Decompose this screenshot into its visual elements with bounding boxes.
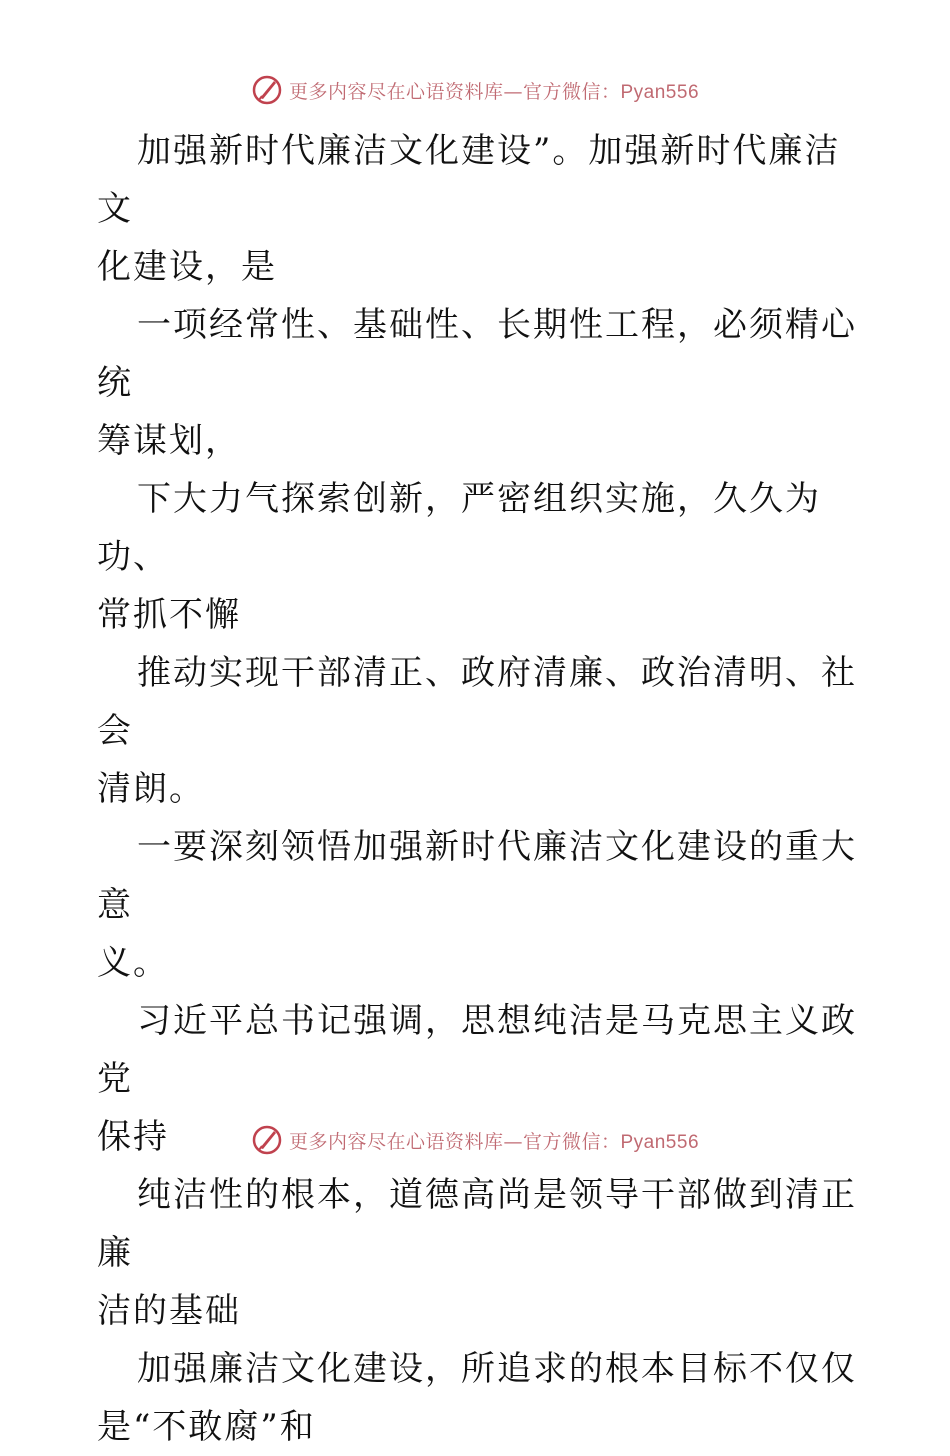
paragraph: 一项经常性、基础性、长期性工程，必须精心统 筹谋划， <box>97 305 857 461</box>
paragraph: 一要深刻领悟加强新时代廉洁文化建设的重大意 义。 <box>97 827 857 983</box>
paragraph: 纯洁性的根本，道德高尚是领导干部做到清正廉 洁的基础 <box>97 1175 857 1331</box>
paragraph: 推动实现干部清正、政府清廉、政治清明、社会 清朗。 <box>97 653 857 809</box>
watermark-text: 更多内容尽在心语资料库—官方微信：Pyan556 <box>288 1130 700 1153</box>
watermark-text: 更多内容尽在心语资料库—官方微信：Pyan556 <box>288 80 700 103</box>
document-body <box>97 122 857 1456</box>
paragraph: 习近平总书记强调，思想纯洁是马克思主义政党 保持 <box>97 1001 857 1157</box>
paragraph: 加强廉洁文化建设，所追求的根本目标不仅仅 是“不敢腐”和 <box>97 1349 857 1447</box>
paragraph: 下大力气探索创新，严密组织实施，久久为功、 常抓不懈 <box>97 479 821 635</box>
footer-watermark <box>0 1120 950 1160</box>
paragraph: 加强新时代廉洁文化建设”。加强新时代廉洁文 化建设，是 <box>97 131 841 287</box>
header-watermark <box>0 70 950 110</box>
quill-pen-circle-icon <box>251 74 283 106</box>
watermark-account: Pyan556 <box>620 1131 700 1153</box>
watermark-account: Pyan556 <box>620 81 700 103</box>
quill-pen-circle-icon <box>251 1124 283 1156</box>
